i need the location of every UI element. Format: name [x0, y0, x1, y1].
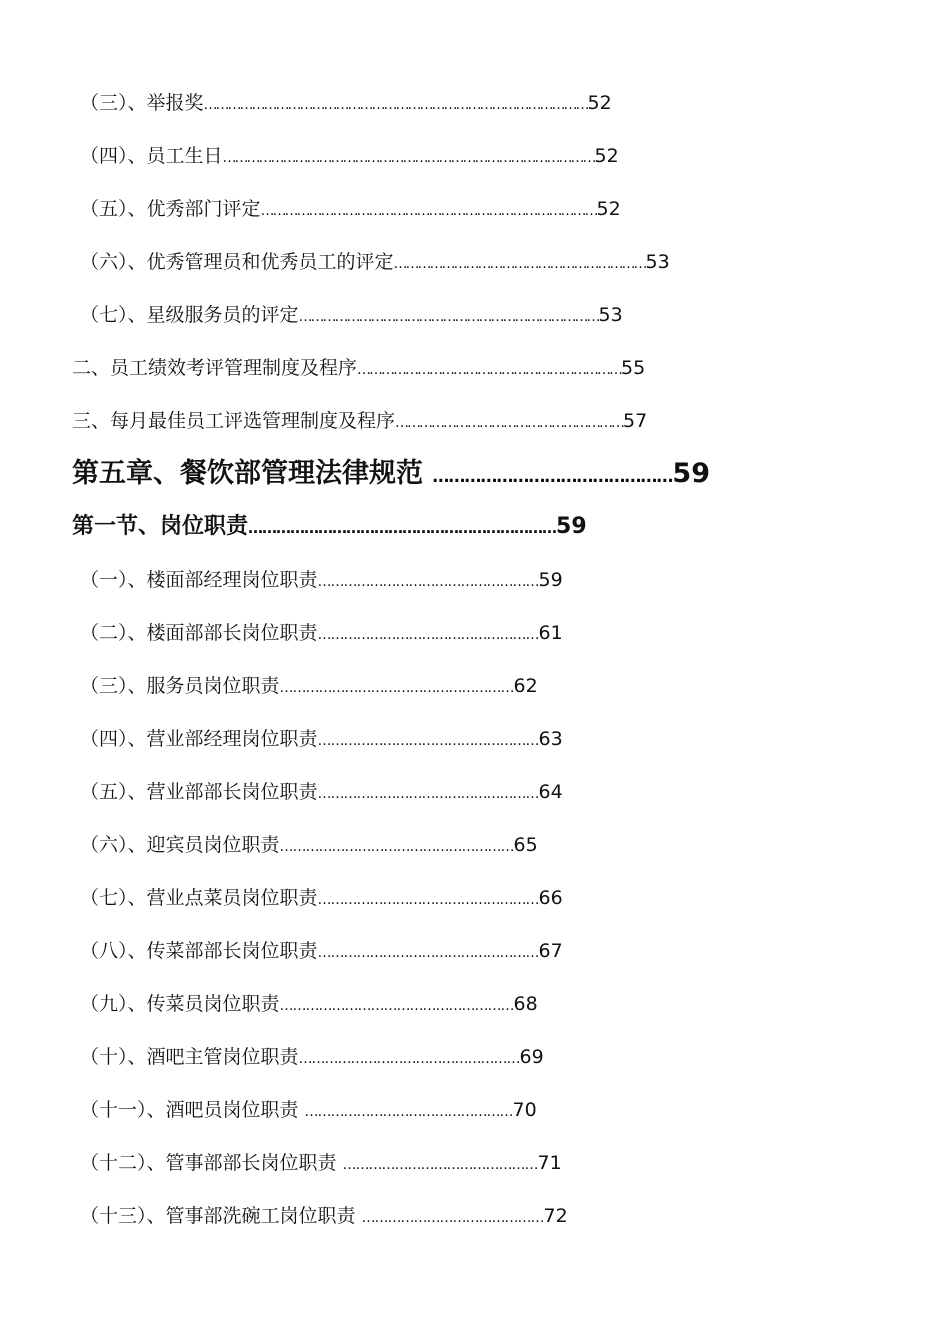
toc-entry-title: （九）、传菜员岗位职责 — [80, 993, 280, 1015]
toc-entry[interactable] — [72, 408, 647, 436]
toc-entry-leader: ……………………………………… — [342, 1157, 538, 1173]
toc-entry-leader: ……………………………………………… — [279, 839, 514, 855]
toc-entry-leader: ………………………………………………………… — [357, 362, 622, 378]
toc-entry-leader: ………………………………………………………………………………… — [222, 150, 595, 166]
toc-entry-page: 69 — [519, 1046, 544, 1068]
toc-entry[interactable] — [80, 249, 670, 277]
toc-entry[interactable] — [80, 1150, 562, 1178]
toc-entry[interactable] — [80, 90, 612, 118]
toc-entry-title: 第一节、岗位职责 — [72, 514, 249, 539]
toc-entry-title: （三）、服务员岗位职责 — [80, 675, 280, 697]
toc-entry[interactable] — [80, 885, 563, 913]
toc-entry-leader: ………………………………………………………… — [248, 519, 557, 537]
toc-entry-page: 53 — [645, 251, 670, 273]
toc-entry-page: 68 — [513, 993, 538, 1015]
toc-entry[interactable] — [80, 779, 563, 807]
toc-entry-title: （十二）、管事部部长岗位职责 — [80, 1152, 343, 1174]
toc-entry-leader: ………………………………………… — [304, 1104, 513, 1120]
toc-entry-title: （一）、楼面部经理岗位职责 — [80, 569, 318, 591]
toc-entry-leader: ……………………………………………………… — [393, 256, 646, 272]
toc-chapter-entry[interactable] — [72, 457, 710, 494]
toc-entry[interactable] — [80, 143, 619, 171]
toc-entry-leader: …………………………………………………………………………………… — [203, 97, 588, 113]
toc-entry-leader: ………………………………………………… — [395, 415, 624, 431]
toc-entry-title: （五）、营业部部长岗位职责 — [80, 781, 318, 803]
toc-entry-page: 53 — [598, 304, 623, 326]
toc-entry-page: 55 — [621, 357, 646, 379]
toc-entry-leader: …………………………………… — [361, 1210, 544, 1226]
toc-entry-leader: …………………………………………… — [317, 733, 539, 749]
toc-entry[interactable] — [80, 673, 538, 701]
toc-entry[interactable] — [80, 832, 538, 860]
toc-entry-title: （八）、传菜部部长岗位职责 — [80, 940, 318, 962]
toc-entry-title: （十一）、酒吧员岗位职责 — [80, 1099, 305, 1121]
toc-entry-title: （四）、员工生日 — [80, 145, 223, 167]
toc-entry-leader: …………………………………………… — [317, 627, 539, 643]
toc-entry-title: （七）、营业点菜员岗位职责 — [80, 887, 318, 909]
toc-entry-leader: …………………………………………… — [317, 892, 539, 908]
toc-entry-page: 61 — [538, 622, 563, 644]
toc-entry-page: 59 — [672, 458, 710, 489]
toc-entry-title: （十三）、管事部洗碗工岗位职责 — [80, 1205, 362, 1227]
toc-entry-leader: ……………………………………… — [432, 467, 673, 487]
toc-entry-page: 62 — [513, 675, 538, 697]
toc-entry[interactable] — [80, 991, 538, 1019]
toc-entry-title: 二、员工绩效考评管理制度及程序 — [72, 357, 358, 379]
toc-entry-page: 52 — [596, 198, 621, 220]
toc-entry[interactable] — [80, 196, 621, 224]
toc-entry-leader: ……………………………………………… — [279, 680, 514, 696]
toc-entry-leader: ………………………………………………………………… — [298, 309, 599, 325]
toc-entry-page: 52 — [594, 145, 619, 167]
toc-entry-title: 三、每月最佳员工评选管理制度及程序 — [72, 410, 396, 432]
toc-entry-page: 66 — [538, 887, 563, 909]
toc-entry-title: （四）、营业部经理岗位职责 — [80, 728, 318, 750]
toc-entry[interactable] — [80, 938, 563, 966]
toc-entry-title: （七）、星级服务员的评定 — [80, 304, 299, 326]
toc-entry[interactable] — [80, 302, 623, 330]
toc-entry-page: 70 — [512, 1099, 537, 1121]
toc-entry-leader: ……………………………………………… — [279, 998, 514, 1014]
toc-entry[interactable] — [80, 1203, 568, 1231]
toc-entry-title: 第五章、餐饮部管理法律规范 — [72, 458, 433, 489]
toc-entry[interactable] — [72, 355, 645, 383]
toc-entry-title: （二）、楼面部部长岗位职责 — [80, 622, 318, 644]
toc-entry-page: 59 — [556, 514, 587, 539]
toc-entry[interactable] — [80, 726, 563, 754]
toc-entry-page: 63 — [538, 728, 563, 750]
toc-entry[interactable] — [80, 620, 563, 648]
toc-entry-title: （十）、酒吧主管岗位职责 — [80, 1046, 299, 1068]
toc-entry-title: （六）、迎宾员岗位职责 — [80, 834, 280, 856]
toc-entry[interactable] — [80, 1044, 544, 1072]
toc-entry-page: 59 — [538, 569, 563, 591]
toc-entry-page: 72 — [543, 1205, 568, 1227]
toc-entry-page: 67 — [538, 940, 563, 962]
toc-entry-page: 71 — [537, 1152, 562, 1174]
toc-entry-title: （五）、优秀部门评定 — [80, 198, 261, 220]
toc-entry-leader: …………………………………………… — [317, 786, 539, 802]
toc-entry-title: （三）、举报奖 — [80, 92, 204, 114]
toc-entry-title: （六）、优秀管理员和优秀员工的评定 — [80, 251, 394, 273]
toc-entry-leader: ………………………………………………………………………… — [260, 203, 597, 219]
toc-entry-page: 57 — [623, 410, 648, 432]
toc-entry-leader: …………………………………………… — [317, 945, 539, 961]
toc-entry[interactable] — [80, 1097, 537, 1125]
toc-entry-leader: …………………………………………… — [298, 1051, 520, 1067]
toc-entry-page: 64 — [538, 781, 563, 803]
toc-entry[interactable] — [80, 567, 563, 595]
toc-entry-page: 65 — [513, 834, 538, 856]
toc-entry-leader: …………………………………………… — [317, 574, 539, 590]
toc-section-entry[interactable] — [72, 512, 587, 543]
toc-entry-page: 52 — [587, 92, 612, 114]
